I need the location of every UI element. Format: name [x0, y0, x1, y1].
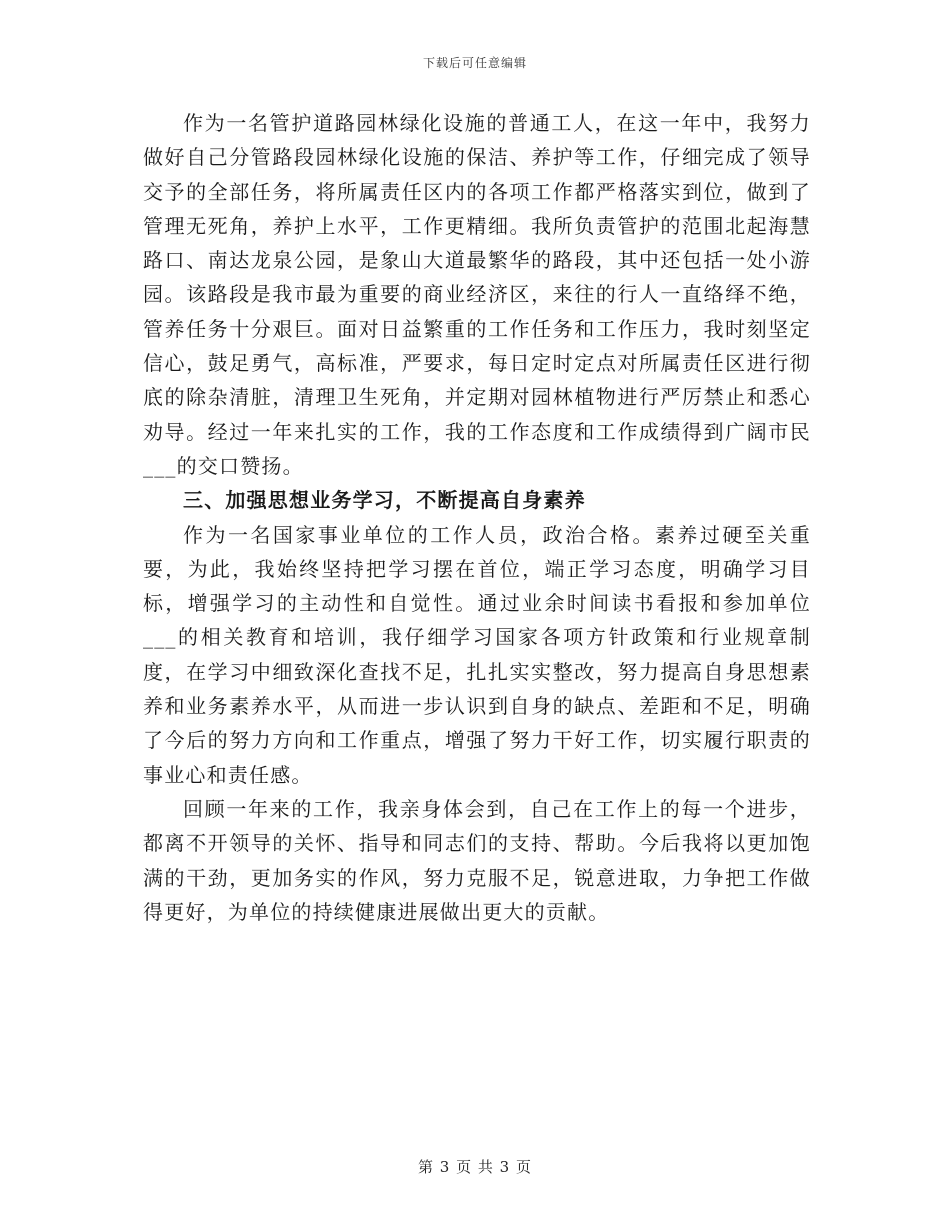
document-body: [143, 106, 811, 929]
section-heading-3: 三、加强思想业务学习，不断提高自身素养: [183, 488, 586, 513]
paragraph-conclusion: 回顾一年来的工作，我亲身体会到，自己在工作上的每一个进步，都离不开领导的关怀、指导和同志们的支持、帮助。今后我将以更加饱满的干劲，更加务实的作风，努力克服不足，锐意进取，力争把工作做得更好，为单位的持续健康进展做出更大的贡献。: [143, 796, 811, 924]
paragraph-study: 作为一名国家事业单位的工作人员，政治合格。素养过硬至关重要，为此，我始终坚持把学习摆在首位，端正学习态度，明确学习目标，增强学习的主动性和自觉性。通过业余时间读书看报和参加单位___的相关教育和培训，我仔细学习国家各项方针政策和行业规章制度，在学习中细致深化查找不足，扎扎实实整改，努力提高自身思想素养和业务素养水平，从而进一步认识到自身的缺点、差距和不足，明确了今后的努力方向和工作重点，增强了努力干好工作，切实履行职责的事业心和责任感。: [143, 522, 811, 787]
page-number: 第 3 页 共 3 页: [418, 1158, 532, 1176]
paragraph-work-duties: 作为一名管护道路园林绿化设施的普通工人，在这一年中，我努力做好自己分管路段园林绿化设施的保洁、养护等工作，仔细完成了领导交予的全部任务，将所属责任区内的各项工作都严格落实到位，做到了管理无死角，养护上水平，工作更精细。我所负责管护的范围北起海慧路口、南达龙泉公园，是象山大道最繁华的路段，其中还包括一处小游园。该路段是我市最为重要的商业经济区，来往的行人一直络绎不绝，管养任务十分艰巨。面对日益繁重的工作任务和工作压力，我时刻坚定信心，鼓足勇气，高标准，严要求，每日定时定点对所属责任区进行彻底的除杂清脏，清理卫生死角，并定期对园林植物进行严厉禁止和悉心劝导。经过一年来扎实的工作，我的工作态度和工作成绩得到广阔市民___的交口赞扬。: [143, 111, 811, 478]
page-header: 下载后可任意编辑: [422, 56, 527, 70]
